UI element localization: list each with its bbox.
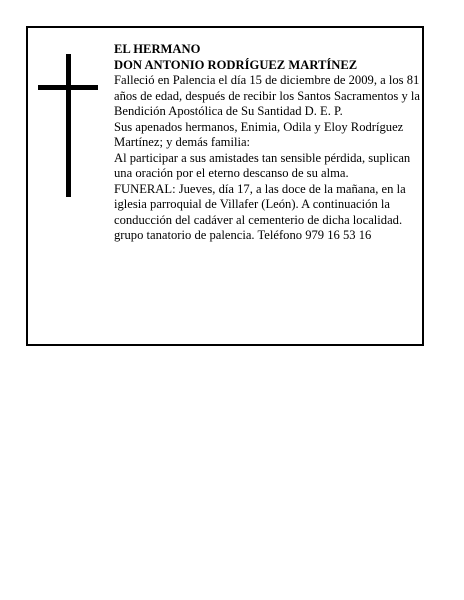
prayer-request: Al participar a sus amistades tan sensible pérdida, suplican una oración por el eterno descanso de su alma. [114,150,411,180]
notice-text [114,42,420,244]
notice-title-line1: EL HERMANO [114,42,201,56]
funeral-details: FUNERAL: Jueves, día 17, a las doce de la mañana, en la iglesia parroquial de Villafer (León). A continuación la conducción del cadáver al cementerio de dicha localidad. [114,181,406,227]
cross-horizontal-bar [38,85,98,90]
obituary-notice [26,26,424,346]
funeral-home-contact: grupo tanatorio de palencia. Teléfono 979 16 53 16 [114,228,372,242]
cross-vertical-bar [66,54,71,197]
deceased-name: DON ANTONIO RODRÍGUEZ MARTÍNEZ [114,57,358,72]
death-announcement: Falleció en Palencia el día 15 de diciembre de 2009, a los 81 años de edad, después de recibir los Santos Sacramentos y la Bendición Apostólica de Su Santidad D. E. P. [114,73,421,118]
family-members: Sus apenados hermanos, Enimia, Odila y Eloy Rodríguez Martínez; y demás familia: [114,119,404,149]
